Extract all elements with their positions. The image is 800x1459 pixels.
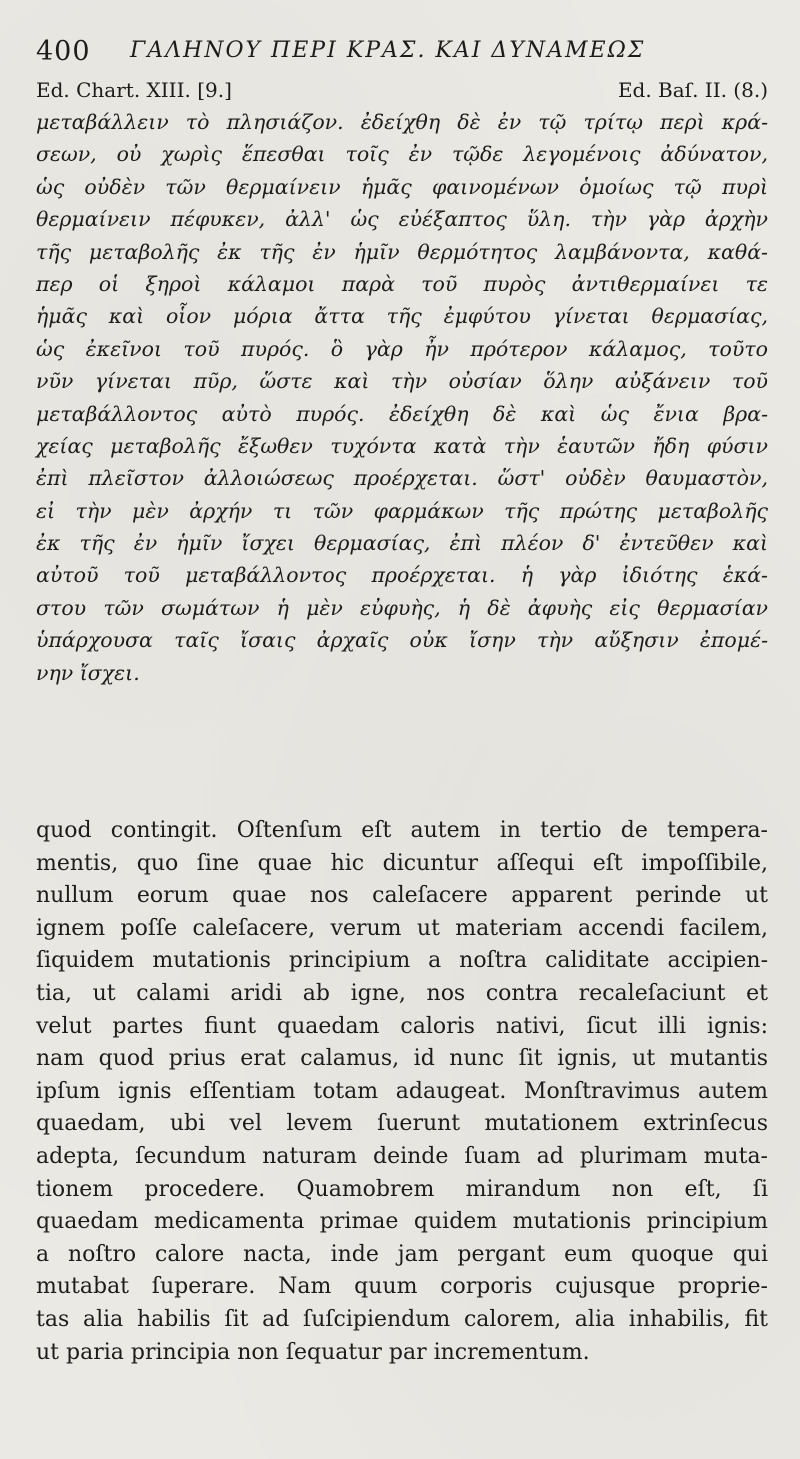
latin-text-line: tas alia habilis ſit ad ſuſcipiendum calorem, alia inhabilis, fit [36,1306,768,1332]
running-title: ΓΑΛΗΝΟΥ ΠΕΡΙ ΚΡΑΣ. ΚΑΙ ΔΥΝΑΜΕΩΣ [130,38,646,63]
edition-chartier-reference: Ed. Chart. XIII. [9.] [36,78,232,102]
greek-text-line: χείας μεταβολῆς ἔξωθεν τυχόντα κατὰ τὴν ἑαυτῶν ἤδη φύσιν [36,433,768,458]
latin-text-line: nullum eorum quae nos caleſacere apparent perinde ut [36,883,768,909]
latin-text-line: tia, ut calami aridi ab igne, nos contra recaleſaciunt et [36,980,768,1006]
latin-text-line: ignem poſſe caleſacere, verum ut materiam accendi facilem, [36,915,768,941]
latin-text-line: ut paria principia non ſequatur par incrementum. [36,1339,590,1365]
latin-text-line: quod contingit. Oſtenſum eſt autem in tertio de tempera- [36,818,768,843]
latin-text-line: quaedam medicamenta primae quidem mutationis principium [36,1209,768,1235]
latin-text-line: velut partes fiunt quaedam caloris nativi, ſicut illi ignis: [36,1013,768,1039]
page-header [36,30,776,70]
latin-text-line: quaedam, ubi vel levem ſuerunt mutationem extrinſecus [36,1111,768,1137]
edition-reference-line [36,78,768,108]
latin-text-line: ſiquidem mutationis principium a noſtra caliditate accipien- [36,948,768,974]
greek-text-line: ὡς ἐκεῖνοι τοῦ πυρός. ὃ γὰρ ἦν πρότερον κάλαμος, τοῦτο [36,336,768,361]
latin-text-block [36,815,768,1369]
greek-text-line: εἰ τὴν μὲν ἀρχήν τι τῶν φαρμάκων τῆς πρώτης μεταβολῆς [36,498,768,523]
latin-text-line: a noſtro calore nacta, inde jam pergant eum quoque qui [36,1241,768,1267]
greek-text-line: περ οἱ ξηροὶ κάλαμοι παρὰ τοῦ πυρὸς ἀντιθερμαίνει τε [36,271,768,296]
greek-text-line: σεων, οὐ χωρὶς ἕπεσθαι τοῖς ἐν τῷδε λεγομένοις ἀδύνατον, [36,142,768,167]
page-number: 400 [36,36,91,67]
greek-text-line: τῆς μεταβολῆς ἐκ τῆς ἐν ἡμῖν θερμότητος λαμβάνοντα, καθά- [36,239,768,264]
greek-text-line: θερμαίνειν πέφυκεν, ἀλλ' ὡς εὐέξαπτος ὕλη. τὴν γὰρ ἀρχὴν [36,207,768,232]
greek-text-line: ὡς οὐδὲν τῶν θερμαίνειν ἡμᾶς φαινομένων ὁμοίως τῷ πυρὶ [36,174,768,199]
greek-text-line: ἐπὶ πλεῖστον ἀλλοιώσεως προέρχεται. ὥστ' οὐδὲν θαυμαστὸν, [36,466,768,491]
greek-text-line: αὐτοῦ τοῦ μεταβάλλοντος προέρχεται. ἡ γὰρ ἰδιότης ἑκά- [36,563,768,588]
greek-text-line: νῦν γίνεται πῦρ, ὥστε καὶ τὴν οὐσίαν ὅλην αὐξάνειν τοῦ [36,369,768,394]
latin-text-line: adepta, ſecundum naturam deinde ſuam ad plurimam muta- [36,1143,768,1169]
latin-text-line: ipſum ignis eſſentiam totam adaugeat. Monſtravimus autem [36,1078,768,1104]
greek-text-line: μεταβάλλειν τὸ πλησιάζον. ἐδείχθη δὲ ἐν τῷ τρίτῳ περὶ κρά- [36,110,768,134]
greek-text-block [36,106,768,689]
latin-text-line: mentis, quo ſine quae hic dicuntur aſſequi eſt impoſſibile, [36,850,768,876]
latin-text-line: nam quod prius erat calamus, id nunc ſit ignis, ut mutantis [36,1046,768,1072]
greek-text-line: ὑπάρχουσα ταῖς ἴσαις ἀρχαῖς οὐκ ἴσην τὴν αὔξησιν ἐπομέ- [36,628,768,653]
greek-text-line: μεταβάλλοντος αὐτὸ πυρός. ἐδείχθη δὲ καὶ ὡς ἔνια βρα- [36,401,768,426]
greek-text-line: νην ἴσχει. [36,660,140,685]
greek-text-line: στου τῶν σωμάτων ἡ μὲν εὐφυὴς, ἡ δὲ ἀφυὴς εἰς θερμασίαν [36,595,768,620]
greek-text-line: ἐκ τῆς ἐν ἡμῖν ἴσχει θερμασίας, ἐπὶ πλέον δ' ἐντεῦθεν καὶ [36,531,768,556]
edition-basel-reference: Ed. Baſ. II. (8.) [617,78,768,102]
latin-text-line: mutabat ſuperare. Nam quum corporis cujusque proprie- [36,1274,768,1300]
latin-text-line: tionem procedere. Quamobrem mirandum non eſt, ſi [36,1176,768,1202]
greek-text-line: ἡμᾶς καὶ οἷον μόρια ἄττα τῆς ἐμφύτου γίνεται θερμασίας, [36,304,768,329]
